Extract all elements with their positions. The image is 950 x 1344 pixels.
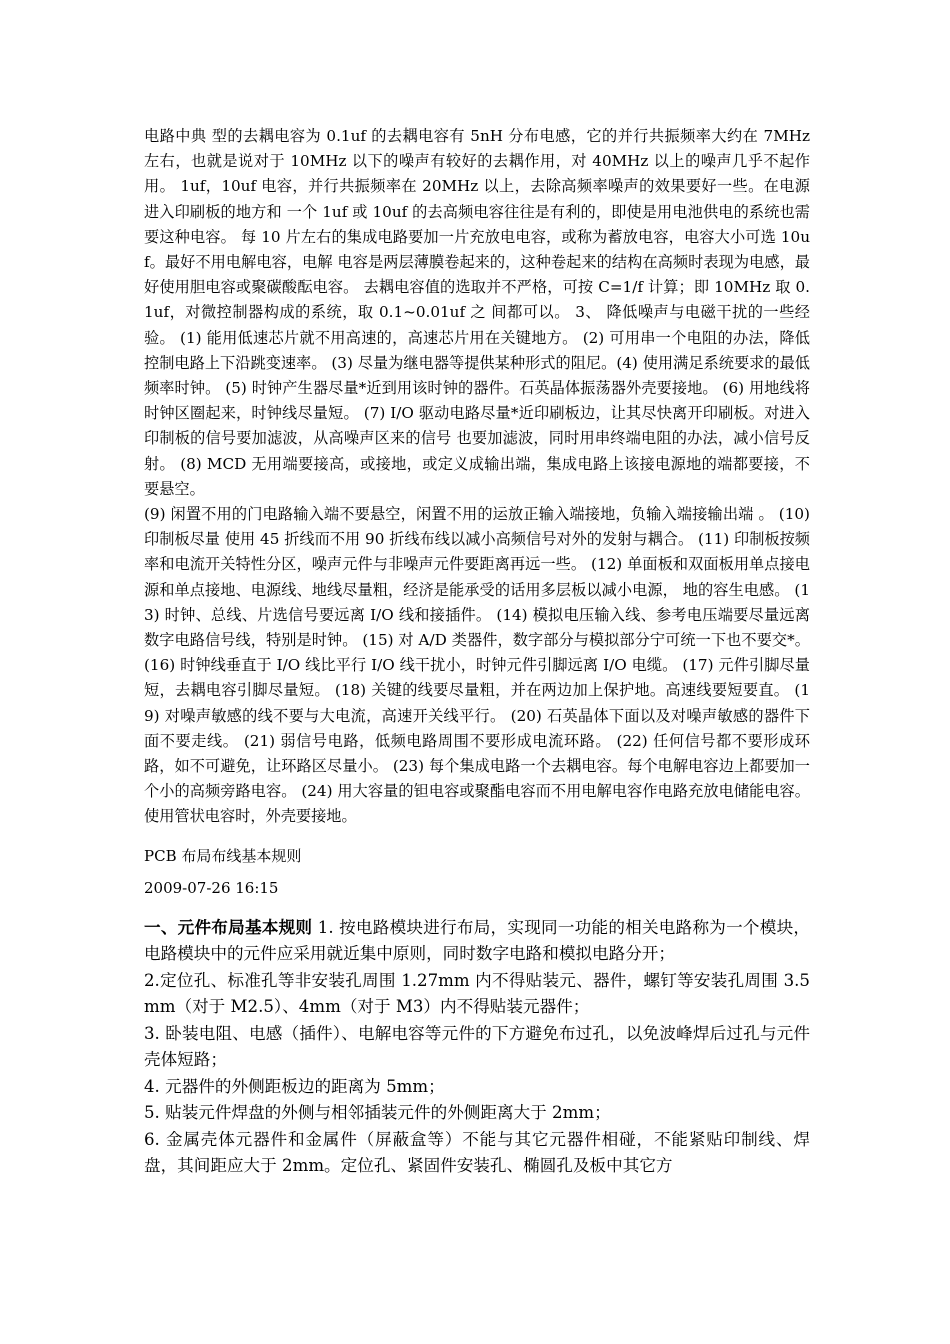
intro-paragraph-2: (9) 闲置不用的门电路输入端不要悬空，闲置不用的运放正输入端接地，负输入端接输出端 。 (10) 印制板尽量 使用 45 折线而不用 90 折线布线以减小高频信号对外的发射与耦合。 (11) 印制板按频率和电流开关特性分区，噪声元件与非噪声元件要距离再远一些。 (12) 单面板和双面板用单点接电源和单点接地、电源线、地线尽量粗，经济是能承受的话用多层板以减小电源， 地的容生电感。 (13) 时钟、总线、片选信号要远离 I/O 线和接插件。 (14) 模拟电压输入线、参考电压端要尽量远离数字电路信号线，特别是时钟。 (15) 对 A/D 类器件，数字部分与模拟部分宁可统一下也不要交*。 (16) 时钟线垂直于 I/O 线比平行 I/O 线干扰小，时钟元件引脚远离 I/O 电缆。 (17) 元件引脚尽量短，去耦电容引脚尽量短。 (18) 关键的线要尽量粗，并在两边加上保护地。高速线要短要直。 (19) 对噪声敏感的线不要与大电流，高速开关线平行。 (20) 石英晶体下面以及对噪声敏感的器件下面不要走线。 (21) 弱信号电路，低频电路周围不要形成电流环路。 (22) 任何信号都不要形成环路，如不可避免，让环路区尽量小。 (23) 每个集成电路一个去耦电容。每个电解电容边上都要加一个小的高频旁路电容。 (24) 用大容量的钽电容或聚酯电容而不用电解电容作电路充放电储能电容。使用管状电容时，外壳要接地。: [144, 505, 810, 826]
rule-item-1-text: 1. 按电路模块进行布局，实现同一功能的相关电路称为一个模块，电路模块中的元件应采用就近集中原则，同时数字电路和模拟电路分开；: [144, 917, 810, 964]
rule-item-6: 6. 金属壳体元器件和金属件（屏蔽盒等）不能与其它元器件相碰，不能紧贴印制线、焊盘，其间距应大于 2mm。定位孔、紧固件安装孔、椭圆孔及板中其它方: [144, 1129, 810, 1176]
rule-item-4: 4. 元器件的外侧距板边的距离为 5mm；: [144, 1076, 445, 1096]
intro-paragraph-1: 电路中典 型的去耦电容为 0.1uf 的去耦电容有 5nH 分布电感，它的并行共振频率大约在 7MHz 左右，也就是说对于 10MHz 以下的噪声有较好的去耦作用，对 40MHz 以上的噪声几乎不起作用。 1uf，10uf 电容，并行共振频率在 20MHz 以上，去除高频率噪声的效果要好一些。在电源进入印刷板的地方和 一个 1uf 或 10uf 的去高频电容往往是有利的，即使是用电池供电的系统也需要这种电容。 每 10 片左右的集成电路要加一片充放电电容，或称为蓄放电容，电容大小可选 10uf。最好不用电解电容，电解 电容是两层薄膜卷起来的，这种卷起来的结构在高频时表现为电感，最好使用胆电容或聚碳酸酝电容。 去耦电容值的选取并不严格，可按 C=1/f 计算；即 10MHz 取 0.1uf，对微控制器构成的系统，取 0.1~0.01uf 之 间都可以。 3、 降低噪声与电磁干扰的一些经验。 (1) 能用低速芯片就不用高速的，高速芯片用在关键地方。 (2) 可用串一个电阻的办法，降低控制电路上下沿跳变速率。 (3) 尽量为继电器等提供某种形式的阻尼。(4) 使用满足系统要求的最低频率时钟。 (5) 时钟产生器尽量*近到用该时钟的器件。石英晶体振荡器外壳要接地。 (6) 用地线将时钟区圈起来，时钟线尽量短。 (7) I/O 驱动电路尽量*近印刷板边，让其尽快离开印刷板。对进入印制板的信号要加滤波，从高噪声区来的信号 也要加滤波，同时用串终端电阻的办法，减小信号反射。 (8) MCD 无用端要接高，或接地，或定义成输出端，集成电路上该接电源地的端都要接，不要悬空。: [144, 127, 810, 498]
rule-item-1: [144, 914, 810, 968]
section-heading: 一、元件布局基本规则: [144, 916, 313, 937]
layout-rules-section: [144, 914, 810, 1180]
rule-item-3: 3. 卧装电阻、电感（插件）、电解电容等元件的下方避免布过孔，以免波峰焊后过孔与元件壳体短路；: [144, 1023, 810, 1070]
rule-item-2: 2.定位孔、标准孔等非安装孔周围 1.27mm 内不得贴装元、器件，螺钉等安装孔周围 3.5mm（对于 M2.5）、4mm（对于 M3）内不得贴装元器件；: [144, 970, 810, 1017]
article-date: 2009-07-26 16:15: [144, 878, 279, 897]
article-title: PCB 布局布线基本规则: [144, 846, 302, 865]
rule-item-5: 5. 贴装元件焊盘的外侧与相邻插装元件的外侧距离大于 2mm；: [144, 1103, 611, 1123]
